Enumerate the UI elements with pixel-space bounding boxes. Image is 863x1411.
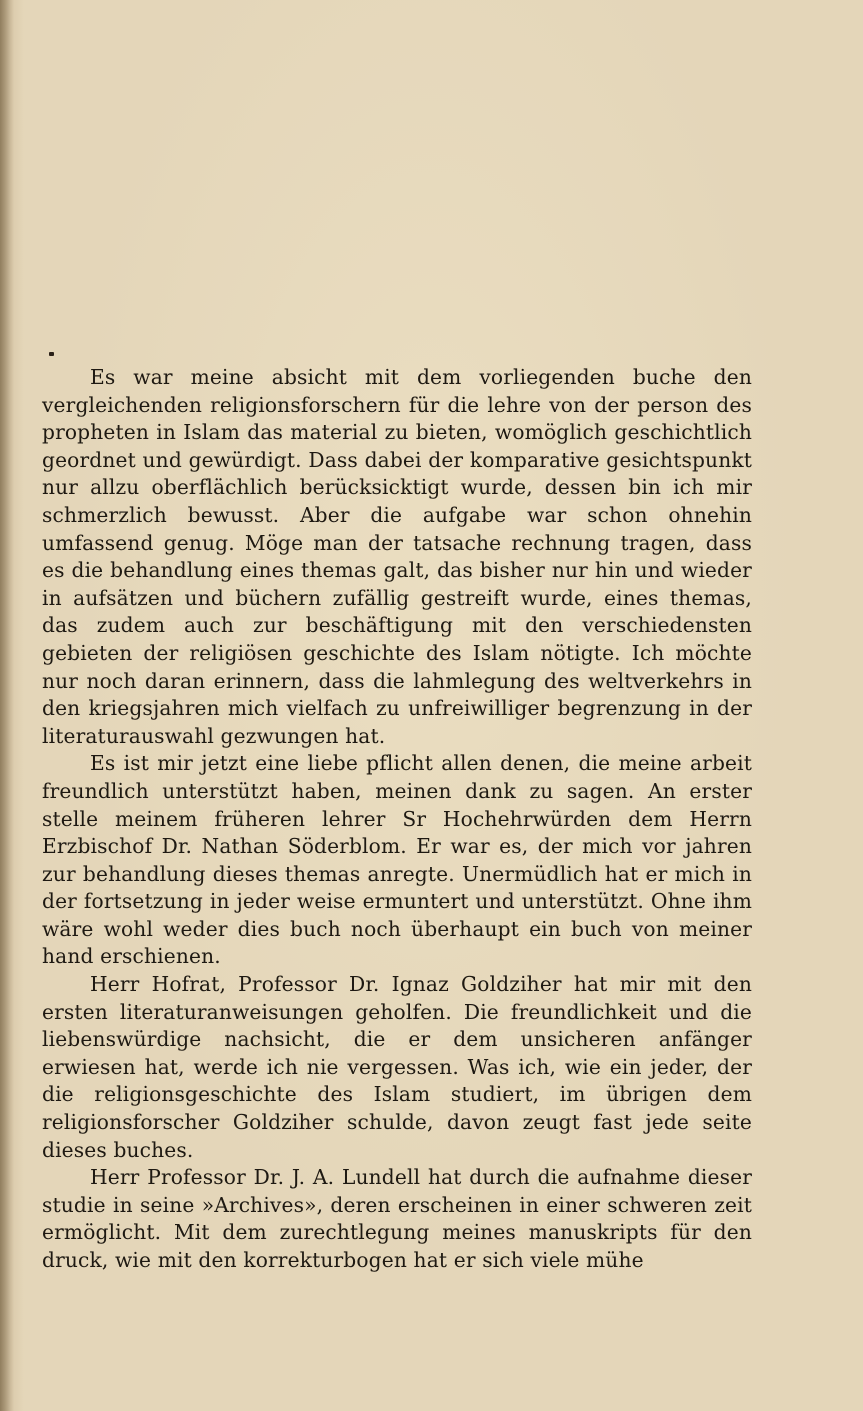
paragraph-2: Es ist mir jetzt eine liebe pflicht allen denen, die meine arbeit freundlich unterstützt haben, meinen dank zu sagen. An erster stelle meinem früheren lehrer Sr Hochehrwürden dem Herrn Erzbischof Dr. Nathan Söderblom. Er war es, der mich vor jahren zur behandlung dieses themas anregte. Unermüdlich hat er mich in der fortsetzung in jeder weise ermuntert und unterstützt. Ohne ihm wäre wohl weder dies buch noch überhaupt ein buch von meiner hand erschienen. [42, 751, 752, 969]
paragraph-4: Herr Professor Dr. J. A. Lundell hat durch die aufnahme dieser studie in seine »Archives», deren erscheinen in einer schweren zeit ermöglicht. Mit dem zurechtlegung meines manuskripts für den druck, wie mit den korrekturbogen hat er sich viele mühe [42, 1165, 752, 1272]
body-text [42, 364, 752, 1275]
binding-shadow [0, 0, 14, 1411]
paragraph-1: Es war meine absicht mit dem vorliegenden buche den vergleichenden religionsforschern für die lehre von der person des propheten in Islam das material zu bieten, womöglich geschichtlich geordnet und gewürdigt. Dass dabei der komparative gesichtspunkt nur allzu oberflächlich berücksicktigt wurde, dessen bin ich mir schmerzlich bewusst. Aber die aufgabe war schon ohnehin umfassend genug. Möge man der tatsache rechnung tragen, dass es die behandlung eines themas galt, das bisher nur hin und wieder in aufsätzen und büchern zufällig gestreift wurde, eines themas, das zudem auch zur beschäftigung mit den verschiedensten gebieten der religiösen geschichte des Islam nötigte. Ich möchte nur noch daran erinnern, dass die lahmlegung des weltverkehrs in den kriegsjahren mich vielfach zu unfreiwilliger begrenzung in der literaturauswahl gezwungen hat. [42, 365, 752, 748]
ink-mark [49, 352, 54, 356]
paragraph-3: Herr Hofrat, Professor Dr. Ignaz Goldziher hat mir mit den ersten literaturanweisungen geholfen. Die freundlichkeit und die liebenswürdige nachsicht, die er dem unsicheren anfänger erwiesen hat, werde ich nie vergessen. Was ich, wie ein jeder, der die religionsgeschichte des Islam studiert, im übrigen dem religionsforscher Goldziher schulde, davon zeugt fast jede seite dieses buches. [42, 972, 752, 1162]
